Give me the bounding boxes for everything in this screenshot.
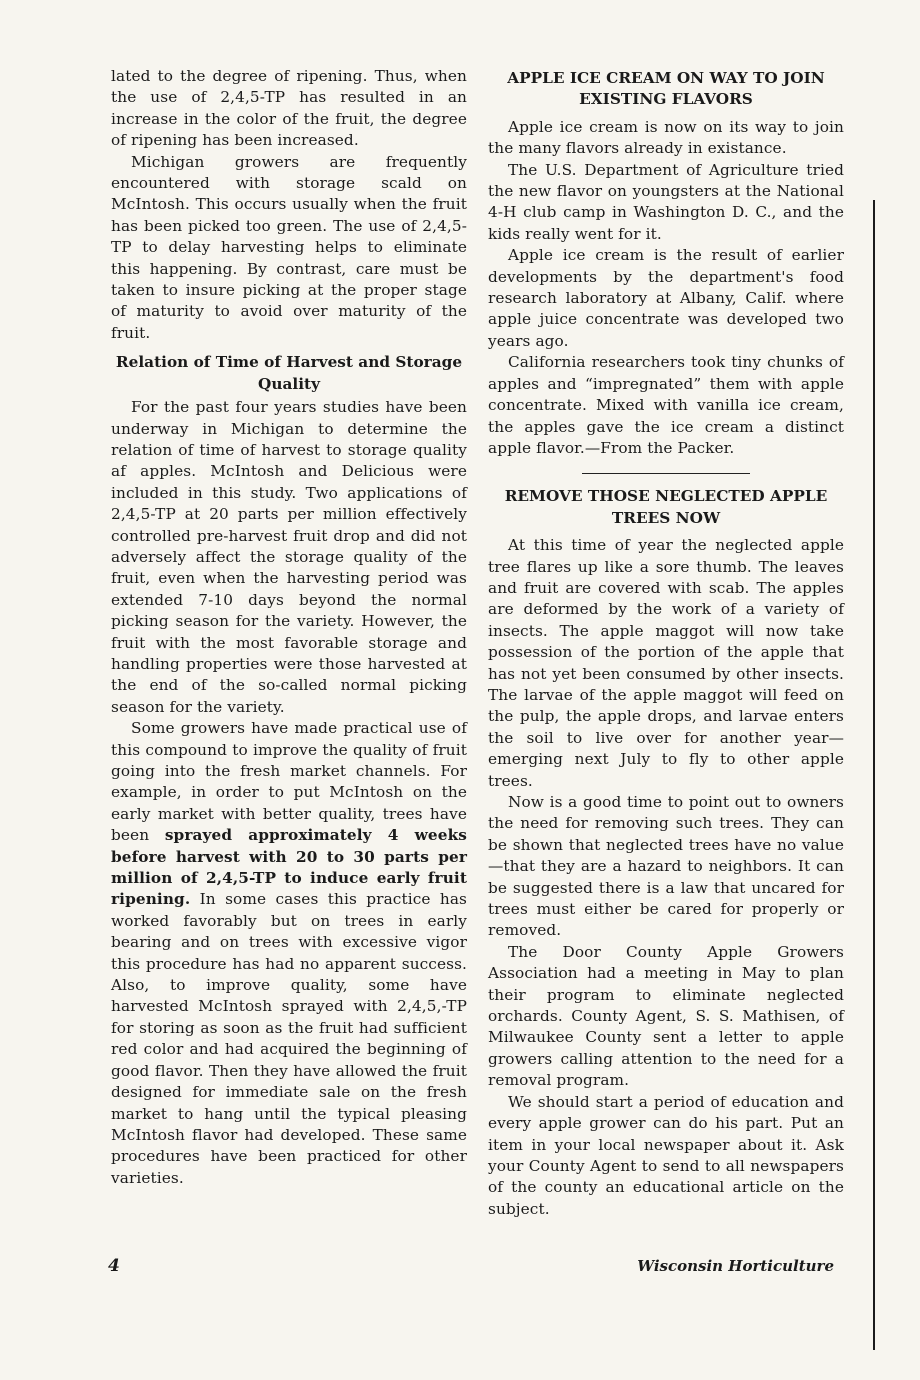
paragraph: Now is a good time to point out to owners the need for removing such trees. They can be shown that neglected trees have no value—that they are a hazard to neighbors. It can be suggested there is a law that uncared for trees must either be cared for properly or removed.	[488, 793, 844, 940]
bold-emphasis: sprayed approximately 4 weeks before harvest with 20 to 30 parts per million of 2,4,5-TP to induce early fruit ripening.	[111, 826, 467, 909]
article-divider	[582, 473, 750, 474]
article-heading: APPLE ICE CREAM ON WAY TO JOIN EXISTING FLAVORS	[507, 69, 825, 109]
page-edge-line	[873, 200, 875, 1350]
paragraph: The U.S. Department of Agriculture tried the new flavor on youngsters at the National 4-H club camp in Washington D. C., and the kids really went for it.	[488, 160, 844, 243]
paragraph-text: Some growers have made practical use of this compound to improve the quality of fruit going into the fresh market channels. For example, in order to put McIntosh on the early market with better quality, trees have been	[111, 719, 467, 845]
paragraph: California researchers took tiny chunks of apples and “impregnated” them with apple concentrate. Mixed with vanilla ice cream, the apples gave the ice cream a distinct apple flavor.—From the Packer.	[488, 353, 844, 457]
paragraph: lated to the degree of ripening. Thus, when the use of 2,4,5-TP has resulted in an increase in the color of the fruit, the degree of ripening has been increased.	[111, 67, 467, 150]
page-number: 4	[108, 1256, 120, 1276]
publication-title: Wisconsin Horticulture	[637, 1257, 834, 1275]
paragraph-with-bold	[111, 718, 467, 1189]
paragraph: At this time of year the neglected apple tree flares up like a sore thumb. The leaves and fruit are covered with scab. The apples are deformed by the work of a variety of insects. The apple maggot will now take possession of the portion of the apple that has not yet been consumed by other insects. The larvae of the apple maggot will feed on the pulp, the apple drops, and larvae enters the soil to live over for another year—emerging next July to fly to other apple trees.	[488, 536, 844, 790]
section-heading: Relation of Time of Harvest and Storage Quality	[115, 353, 463, 393]
paragraph: We should start a period of education and every apple grower can do his part. Put an item in your local newspaper about it. Ask your County Agent to send to all newspapers of the county an educational article on the subject.	[488, 1092, 844, 1218]
article-heading: REMOVE THOSE NEGLECTED APPLE TREES NOW	[504, 487, 828, 527]
paragraph: Apple ice cream is the result of earlier developments by the department's food research laboratory at Albany, Calif. where apple juice concentrate was developed two years ago.	[488, 246, 844, 350]
paragraph: The Door County Apple Growers Association had a meeting in May to plan their program to eliminate neglected orchards. County Agent, S. S. Mathisen, of Milwaukee County sent a letter to apple growers calling attention to the need for a removal program.	[488, 942, 844, 1090]
paragraph: Michigan growers are frequently encountered with storage scald on McIntosh. This occurs usually when the fruit has been picked too green. The use of 2,4,5-TP to delay harvesting helps to eliminate this happening. By contrast, care must be taken to insure picking at the proper stage of maturity to avoid over maturity of the fruit.	[111, 152, 467, 342]
paragraph-text: In some cases this practice has worked favorably but on trees in early bearing and on trees with excessive vigor this procedure has had no apparent success. Also, to improve quality, some have harvested McIntosh sprayed with 2,4,5,-TP for storing as soon as the fruit had sufficient red color and had acquired the beginning of good flavor. Then they have allowed the fruit designed for immediate sale on the fresh market to hang until the typical pleasing McIntosh flavor had developed. These same procedures have been practiced for other varieties.	[111, 890, 467, 1187]
paragraph: Apple ice cream is now on its way to join the many flavors already in existance.	[488, 117, 844, 158]
left-column	[111, 66, 467, 1189]
paragraph: For the past four years studies have been underway in Michigan to determine the relation of time of harvest to storage quality af apples. McIntosh and Delicious were included in this study. Two applications of 2,4,5-TP at 20 parts per million effectively controlled pre-harvest fruit drop and did not adversely affect the storage quality of the fruit, even when the harvesting period was extended 7-10 days beyond the normal picking season for the variety. However, the fruit with the most favorable storage and handling properties were those harvested at the end of the so-called normal picking season for the variety.	[111, 398, 467, 716]
right-column	[488, 66, 844, 1220]
